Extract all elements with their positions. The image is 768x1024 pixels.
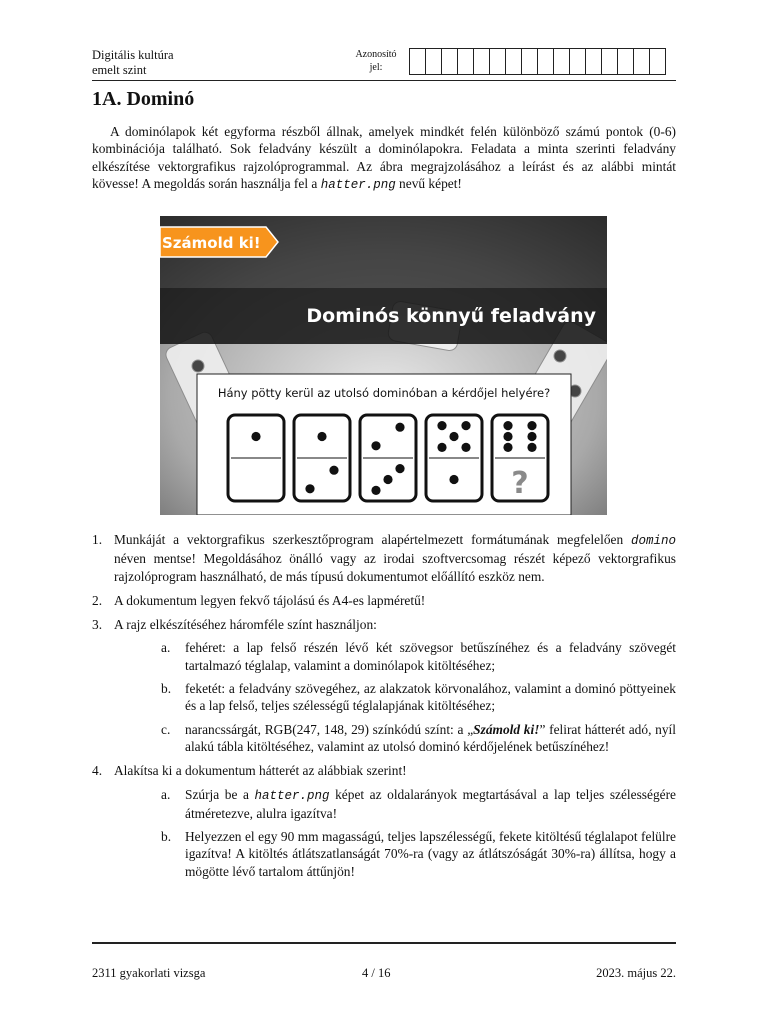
domino-pip [383,475,392,484]
id-box[interactable] [505,48,522,75]
item-number: 2. [92,592,103,608]
sub-item [92,680,676,715]
domino-pip [503,421,512,430]
item-filename: domino [630,534,676,548]
id-box[interactable] [537,48,554,75]
domino-tile [228,415,284,501]
id-box[interactable] [457,48,474,75]
domino-pip [395,423,404,432]
domino-pip [449,475,458,484]
sub-text: képet az oldalarányok megtartásával a lap teljes szélességére átméretezve, alulra igazítva! [185,786,676,821]
item-number: 1. [92,532,103,547]
subject-line-2: emelt szint [92,63,147,77]
domino-pip [251,432,260,441]
question-text: Hány pötty kerül az utolsó dominóban a kérdőjel helyére? [217,386,551,400]
domino-pip [395,464,404,473]
id-box[interactable] [569,48,586,75]
domino-pip [371,441,380,450]
domino-pip [317,432,326,441]
domino-pip [527,432,536,441]
list-item [92,531,676,585]
subject-label [92,48,174,78]
domino-pip [437,443,446,452]
intro-text-2: nevű képet! [395,175,462,191]
sub-text: ” felirat hátterét adó, nyíl alakú tábla kitöltéséhez, valamint az utolsó dominó kérdőjelének betűszínéhez! [185,721,676,754]
sub-text: feketét: a feladvány szövegéhez, az alakzatok körvonalához, valamint a dominó pöttyeinek és a lap felső, teljes szélességű téglalapjának kitöltéséhez; [185,681,676,714]
item-text: A rajz elkészítéséhez háromféle színt használjon: [114,617,377,633]
id-label-line-2: jel: [369,62,383,73]
item-text: A dokumentum legyen fekvő tájolású és A4-es lapméretű! [114,592,426,608]
footer-rule [92,942,676,944]
intro-filename: hatter.png [320,177,396,192]
sub-text: Helyezzen el egy 90 mm magasságú, teljes lapszélességű, fekete kitöltésű téglalapot felülre igazítva! A kitöltés átlátszatlanságát 70%-ra (vagy az átlátszóságát 30%-ra) állítsa, hogy a mögötte lévő tartalom áttűnjön! [185,829,676,879]
sub-letter: b. [161,829,172,845]
domino-pip [329,466,338,475]
banner-title: Dominós könnyű feladvány [306,305,596,327]
domino-tile [426,415,482,501]
sub-filename: hatter.png [254,788,330,803]
task-list [92,531,676,887]
list-item [92,592,676,609]
id-box[interactable] [585,48,602,75]
header-rule [92,80,676,81]
id-boxes[interactable] [410,48,666,75]
id-box[interactable] [473,48,490,75]
sub-text: fehéret: a lap felső részén lévő két szövegsor betűszínéhez és a feladvány szövegét tartalmazó téglalap, valamint a dominólapok kitöltéséhez; [185,640,676,673]
section-title: 1A. Dominó [92,88,195,110]
item-text: néven mentse! Megoldásához önálló vagy az irodai szoftvercsomag részét képező vektorgrafikus rajzolóprogram használható, de más típusú dokumentumot előállító eszköz nem. [114,551,676,584]
subject-line-1: Digitális kultúra [92,48,174,62]
sample-figure [160,216,607,515]
domino-pip [461,443,470,452]
domino-pip [449,432,458,441]
domino-row [228,415,548,501]
domino-pip [527,443,536,452]
figure-svg [160,216,607,515]
sub-item [92,828,676,880]
page-header [92,46,676,80]
id-box[interactable] [601,48,618,75]
domino-pip [503,432,512,441]
sub-text: narancssárgát, RGB(247, 148, 29) színkódú színt: a „ [185,721,474,737]
sub-text: Szúrja be a [185,786,255,802]
item-text: Alakítsa ki a dokumentum hátterét az alábbiak szerint! [114,763,407,779]
list-item [92,616,676,755]
sub-letter: a. [161,786,171,802]
id-label [348,48,404,74]
id-box[interactable] [425,48,442,75]
item-text: Munkáját a vektorgrafikus szerkesztőprogram alapértelmezett formátumának megfelelően [114,532,631,547]
footer-date: 2023. május 22. [596,966,676,980]
id-box[interactable] [617,48,634,75]
domino-pip [461,421,470,430]
footer-page-number: 4 / 16 [362,966,391,980]
sub-item [92,639,676,674]
sub-bold-text: Számold ki! [473,721,540,737]
domino-pip [371,486,380,495]
id-box[interactable] [633,48,650,75]
question-mark: ? [511,466,529,501]
sub-letter: c. [161,721,171,737]
id-box[interactable] [649,48,666,75]
domino-pip [503,443,512,452]
domino-tile [294,415,350,501]
domino-pip [527,421,536,430]
id-box[interactable] [521,48,538,75]
list-item [92,762,676,880]
id-box[interactable] [409,48,426,75]
item-number: 3. [92,617,103,633]
sub-item [92,786,676,823]
badge-text: Számold ki! [162,234,261,252]
intro-paragraph [92,123,676,194]
id-box[interactable] [489,48,506,75]
id-box[interactable] [441,48,458,75]
sub-letter: b. [161,681,172,697]
id-box[interactable] [553,48,570,75]
intro-text-1: A dominólapok két egyforma részből állnak, amelyek mindkét felén különböző számú pontok (0-6) kombinációja található. Sok feladvány készült a dominólapokra. Feladata a minta szerinti feladvány elkészítése vektorgrafikus rajzolóprogrammal. Az ábra megrajzolásához a leírást és az alábbi mintát kövesse! A megoldás során használja fel a [92,124,676,191]
domino-pip [305,484,314,493]
domino-tile [492,415,548,501]
footer-exam: 2311 gyakorlati vizsga [92,966,206,980]
id-label-line-1: Azonosító [355,49,397,60]
domino-tile [360,415,416,501]
sub-letter: a. [161,640,171,656]
domino-pip [437,421,446,430]
sub-item [92,721,676,756]
item-number: 4. [92,763,103,779]
